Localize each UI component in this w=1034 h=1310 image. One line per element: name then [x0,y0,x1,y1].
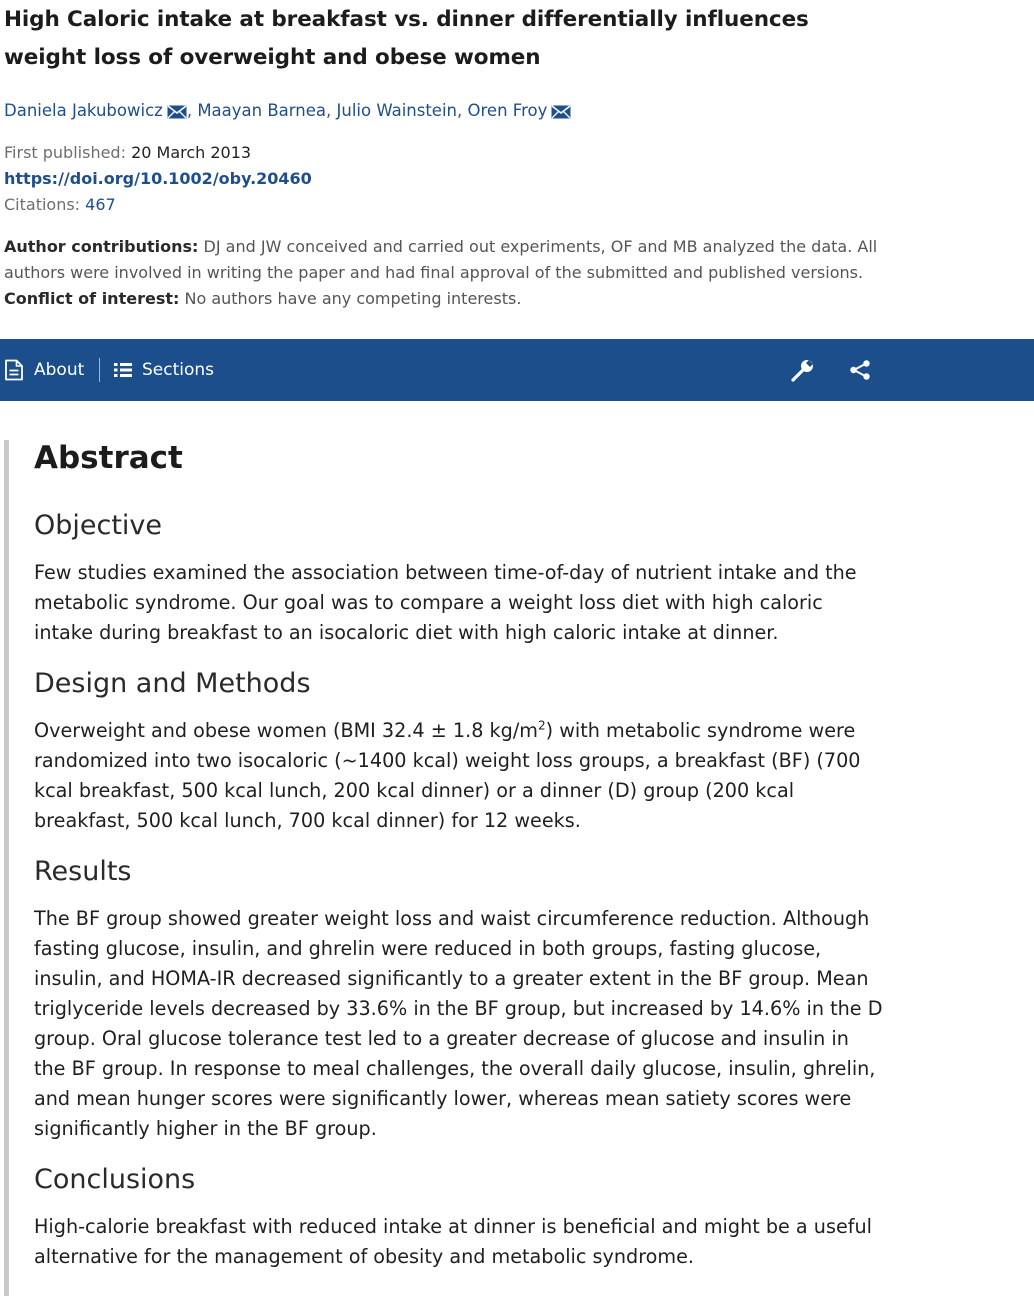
design-methods-text-part2: ) with metabolic syndrome were randomized into two isocaloric (~1400 kcal) weight loss groups, a breakfast (BF) (700 kcal breakfast, 500 kcal lunch, 200 kcal dinner) or a dinner (D) group (200 kcal breakfast, 500 kcal lunch, 700 kcal dinner) for 12 weeks. [34,719,861,832]
author-separator: , [457,101,463,120]
email-icon[interactable] [167,105,187,119]
doi-link[interactable]: https://doi.org/10.1002/oby.20460 [4,169,312,188]
results-text: The BF group showed greater weight loss and waist circumference reduction. Although fasting glucose, insulin, and ghrelin were reduced in both groups, fasting glucose, insulin, and HOMA-IR decreased significantly to a greater extent in the BF group. Mean triglyceride levels decreased by 33.6% in the BF group, but increased by 14.6% in the D group. Oral glucose tolerance test led to a greater decrease of glucose and insulin in the BF group. In response to meal challenges, the overall daily glucose, insulin, ghrelin, and mean hunger scores were significantly lower, whereas mean satiety scores were significantly higher in the BF group. [34,907,883,1140]
conflict-text: No authors have any competing interests. [184,289,522,308]
conflict-of-interest [4,286,884,312]
email-icon[interactable] [551,105,571,119]
article-notes [4,234,884,312]
first-published-row [4,140,884,166]
citations-count-link[interactable]: 467 [85,195,116,214]
list-icon [114,362,132,378]
about-button[interactable] [4,339,84,401]
toolbar-divider [99,358,100,382]
author-list [4,98,884,124]
author-separator: , [326,101,332,120]
citations-label: Citations: [4,195,81,214]
author-separator: , [186,101,193,120]
abstract-section [4,440,889,1296]
results-heading: Results [34,856,132,887]
article-header [4,0,884,312]
design-methods-text [34,716,884,836]
author-link-froy[interactable]: Oren Froy [467,101,548,120]
article-title: High Caloric intake at breakfast vs. dinner differentially influences weight loss of overweight and obese women [4,7,809,70]
share-button[interactable] [849,339,871,401]
wrench-icon [790,357,816,383]
first-published-date: 20 March 2013 [131,143,252,162]
design-methods-heading: Design and Methods [34,668,311,699]
author-link-wainstein[interactable]: Julio Wainstein [336,101,458,120]
article-toolbar [0,339,1034,401]
share-icon [849,359,871,381]
conflict-label: Conflict of interest: [4,289,180,308]
conclusions-text: High-calorie breakfast with reduced intake at dinner is beneficial and might be a useful alternative for the management of obesity and metabolic syndrome. [34,1215,872,1268]
publication-meta [4,140,884,218]
objective-text: Few studies examined the association between time-of-day of nutrient intake and the metabolic syndrome. Our goal was to compare a weight loss diet with high caloric intake during breakfast to an isocaloric diet with high caloric intake at dinner. [34,561,857,644]
first-published-label: First published: [4,143,126,162]
abstract-heading: Abstract [34,440,183,476]
author-contributions-text: DJ and JW conceived and carried out experiments, OF and MB analyzed the data. All authors were involved in writing the paper and had final approval of the submitted and published versions. [4,237,878,282]
author-contributions-label: Author contributions: [4,237,199,256]
sections-button[interactable] [114,339,214,401]
about-label: About [34,360,85,380]
conclusions-heading: Conclusions [34,1164,196,1195]
sections-label: Sections [142,360,215,380]
superscript-two: 2 [537,718,546,733]
doi-row [4,166,884,192]
author-link-jakubowicz[interactable]: Daniela Jakubowicz [4,101,163,120]
author-contributions [4,234,884,286]
tools-button[interactable] [790,339,816,401]
objective-heading: Objective [34,510,163,541]
design-methods-text-part1: Overweight and obese women (BMI 32.4 ± 1.8 kg/m [34,719,538,742]
citations-row [4,192,884,218]
document-icon [4,359,24,381]
author-link-barnea[interactable]: Maayan Barnea [197,101,326,120]
